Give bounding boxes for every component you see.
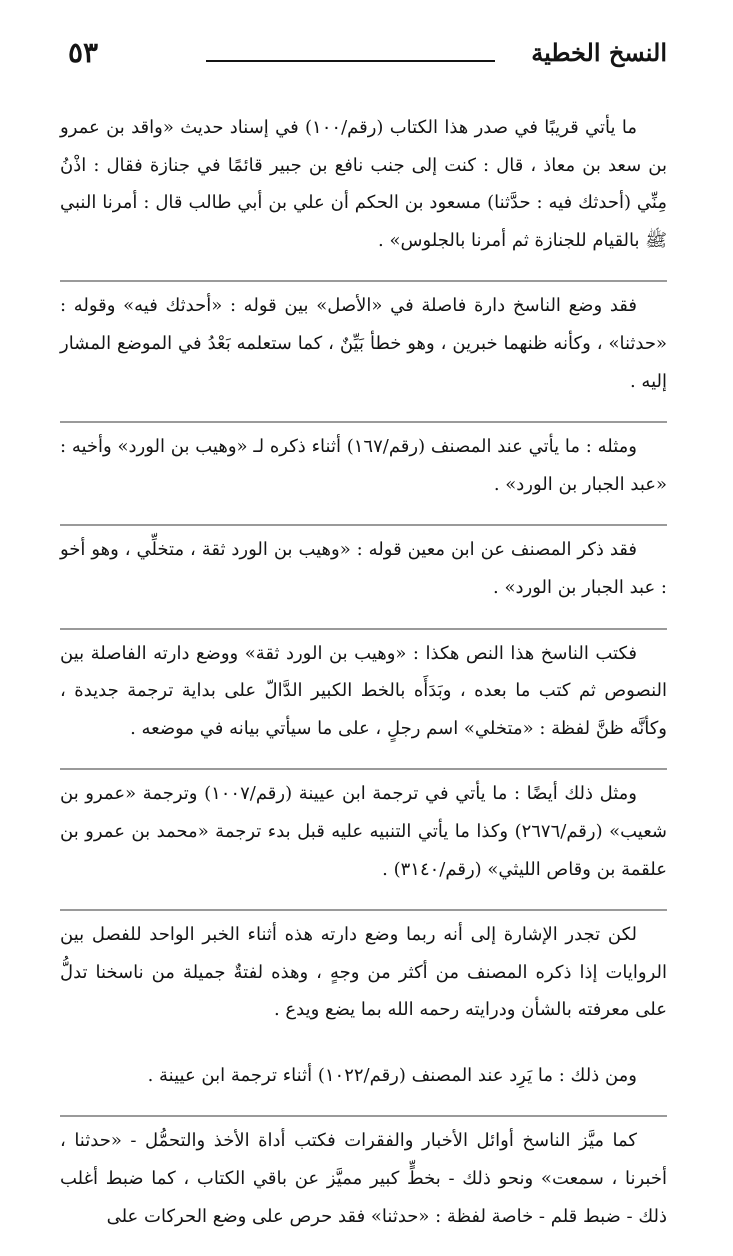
paragraph-8 — [60, 1050, 667, 1098]
paragraph-1 — [60, 102, 667, 262]
paragraph-text: ومثله : ما يأتي عند المصنف (رقم/١٦٧) أثناء ذكره لـ «وهيب بن الورد» وأخيه : «عبد الجبار بن الورد» . — [60, 436, 667, 495]
paragraph-text: ومثل ذلك أيضًا : ما يأتي في ترجمة ابن عيينة (رقم/١٠٠٧) وترجمة «عمرو بن شعيب» (رقم/٢٦٧٦) وكذا ما يأتي التنبيه عليه قبل بدء ترجمة «محمد بن عمرو بن علقمة بن وقاص الليثي» (رقم/٣١٤٠) . — [60, 783, 667, 880]
paragraph-text: فكتب الناسخ هذا النص هكذا : «وهيب بن الورد ثقة» ووضع دارته الفاصلة بين النصوص ثم كتب ما بعده ، وبَدَأَه بالخط الكبير الدَّالّ على بداية ترجمة جديدة ، وكأنَّه ظنَّ لفظة : «متخلي» اسم رجلٍ ، على ما سيأتي بيانه في موضعه . — [60, 642, 667, 739]
paragraph-text: ومن ذلك : ما يَرِد عند المصنف (رقم/١٠٢٢) أثناء ترجمة ابن عيينة . — [147, 1064, 637, 1086]
paragraph-4 — [60, 524, 667, 609]
paragraph-7 — [60, 909, 667, 1032]
paragraph-5 — [60, 628, 667, 751]
page-number: ٥٣ — [68, 36, 99, 69]
paragraph-text: لكن تجدر الإشارة إلى أنه ربما وضع دارته هذه أثناء الخبر الواحد للفصل بين الروايات إذا ذكره المصنف من أكثر من وجهٍ ، وهذه لفتةٌ جميلة من ناسخنا تدلُّ على معرفته بالشأن ودرايته رحمه الله بما يضع ويدع . — [60, 924, 667, 1021]
body-text — [60, 84, 667, 1256]
running-title: النسخ الخطية — [531, 38, 667, 67]
paragraph-6 — [60, 768, 667, 891]
paragraph-3 — [60, 421, 667, 506]
paragraph-text: كما ميَّز الناسخ أوائل الأخبار والفقرات فكتب أداة الأخذ والتحمُّل - «حدثنا ، أخبرنا ، سمعت» ونحو ذلك - بخطٍّ كبير مميَّز عن باقي الكتاب ، كما ضبط أغلب ذلك - ضبط قلم - خاصة لفظة : «حدثنا» فقد حرص على وضع الحركات على — [60, 1130, 667, 1227]
paragraph-text: فقد ذكر المصنف عن ابن معين قوله : «وهيب بن الورد ثقة ، متخلِّي ، وهو أخو : عبد الجبار بن الورد» . — [60, 539, 667, 598]
header-rule — [206, 60, 495, 62]
page-header — [64, 36, 669, 72]
paragraph-9 — [60, 1115, 667, 1238]
paragraph-text: فقد وضع الناسخ دارة فاصلة في «الأصل» بين قوله : «أحدثك فيه» وقوله : «حدثنا» ، وكأنه ظنهما خبرين ، وهو خطأ بَيِّنٌ ، كما ستعلمه بَعْدُ في الموضع المشار إليه . — [60, 295, 667, 392]
paragraph-2 — [60, 280, 667, 403]
paragraph-text: ما يأتي قريبًا في صدر هذا الكتاب (رقم/١٠٠) في إسناد حديث «واقد بن عمرو بن سعد بن معاذ ، قال : كنت إلى جنب نافع بن جبير قائمًا في جنازة فقال : اذْنُ مِنِّي (أحدثك فيه : حدَّثنا) مسعود بن الحكم أن علي بن أبي طالب قال : أمرنا النبي ﷺ بالقيام للجنازة ثم أمرنا بالجلوس» . — [60, 117, 667, 251]
